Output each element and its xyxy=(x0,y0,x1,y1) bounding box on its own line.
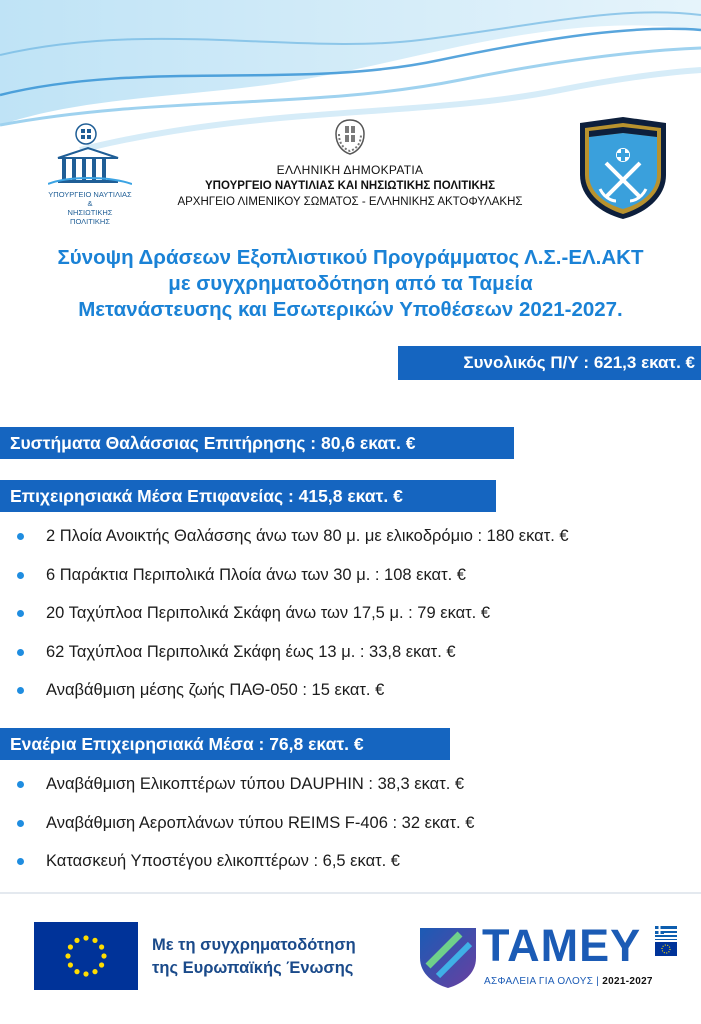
footer-divider xyxy=(0,892,701,894)
list-item xyxy=(0,594,701,633)
tamey-years: 2021-2027 xyxy=(602,976,653,987)
list-item-text: Αναβάθμιση μέσης ζωής ΠΑΘ-050 : 15 εκατ. € xyxy=(46,681,385,699)
list-item-text: Αναβάθμιση Αεροπλάνων τύπου REIMS F-406 : 32 εκατ. € xyxy=(46,813,475,832)
bullet-dot-icon xyxy=(17,572,24,579)
list-item-text: 2 Πλοία Ανοικτής Θαλάσσης άνω των 80 μ. με ελικοδρόμιο : 180 εκατ. € xyxy=(46,527,569,545)
greek-and-eu-flags-icon xyxy=(655,926,677,956)
bullet-dot-icon xyxy=(17,649,24,656)
list-item xyxy=(0,633,701,672)
list-item-text: Αναβάθμιση Ελικοπτέρων τύπου DAUPHIN : 38,3 εκατ. € xyxy=(46,775,465,793)
surface-assets-list xyxy=(0,517,701,710)
tamey-logo xyxy=(412,918,682,998)
list-item xyxy=(0,765,701,804)
list-item-text: Κατασκευή Υποστέγου ελικοπτέρων : 6,5 εκατ. € xyxy=(46,852,400,870)
greek-coat-of-arms-icon xyxy=(333,118,367,156)
bullet-dot-icon xyxy=(17,858,24,865)
ministry-logo xyxy=(48,118,132,226)
header-line-republic: ΕΛΛΗΝΙΚΗ ΔΗΜΟΚΡΑΤΙΑ xyxy=(276,163,424,177)
header-logos xyxy=(0,115,701,225)
list-item xyxy=(0,517,701,556)
bullet-dot-icon xyxy=(17,820,24,827)
list-item-text: 20 Ταχύπλοα Περιπολικά Σκάφη άνω των 17,5 μ. : 79 εκατ. € xyxy=(46,604,491,622)
eu-cofunding-text xyxy=(152,934,356,980)
coast-guard-anchor-shield-icon xyxy=(576,115,670,221)
coast-guard-badge xyxy=(576,115,670,226)
page-title xyxy=(0,245,701,323)
section-heading-air-assets: Εναέρια Επιχειρησιακά Μέσα : 76,8 εκατ. € xyxy=(0,728,450,760)
list-item-text: 62 Ταχύπλοα Περιπολικά Σκάφη έως 13 μ. : 33,8 εκατ. € xyxy=(46,642,456,661)
ministry-logo-caption-line2: & xyxy=(87,199,93,208)
list-item xyxy=(0,842,701,881)
bullet-dot-icon xyxy=(17,610,24,617)
hellenic-republic-heading xyxy=(130,118,570,210)
bullet-dot-icon xyxy=(17,533,24,540)
list-item xyxy=(0,556,701,595)
header-line-ministry: ΥΠΟΥΡΓΕΙΟ ΝΑΥΤΙΛΙΑΣ ΚΑΙ ΝΗΣΙΩΤΙΚΗΣ ΠΟΛΙΤΙΚΗΣ xyxy=(205,180,495,192)
section-heading-surface-assets: Επιχειρησιακά Μέσα Επιφανείας : 415,8 εκατ. € xyxy=(0,480,496,512)
air-assets-list xyxy=(0,765,701,881)
title-line-2: με συγχρηματοδότηση από τα Ταμεία xyxy=(168,272,533,295)
eu-cofunding-line2: της Ευρωπαϊκής Ένωσης xyxy=(152,959,354,977)
eu-stars-icon xyxy=(34,922,138,990)
tamey-slogan xyxy=(484,976,653,987)
eu-cofunding-line1: Με τη συγχρηματοδότηση xyxy=(152,936,356,954)
list-item-text: 6 Παράκτια Περιπολικά Πλοία άνω των 30 μ. : 108 εκατ. € xyxy=(46,565,466,584)
title-line-3: Μετανάστευσης και Εσωτερικών Υποθέσεων 2021-2027. xyxy=(78,298,623,321)
ministry-logo-caption-line1: ΥΠΟΥΡΓΕΙΟ ΝΑΥΤΙΛΙΑΣ xyxy=(48,190,132,199)
title-line-1: Σύνοψη Δράσεων Εξοπλιστικού Προγράμματος Λ.Σ.-ΕΛ.ΑΚΤ xyxy=(57,246,644,269)
bullet-dot-icon xyxy=(17,687,24,694)
eu-flag-icon xyxy=(34,922,138,990)
tamey-wordmark: TAMEY xyxy=(482,920,642,971)
tamey-slogan-text: ΑΣΦΑΛΕΙΑ ΓΙΑ ΟΛΟΥΣ | xyxy=(484,976,600,987)
list-item xyxy=(0,804,701,843)
tamey-shield-icon xyxy=(416,922,480,992)
header-line-coast-guard-hq: ΑΡΧΗΓΕΙΟ ΛΙΜΕΝΙΚΟΥ ΣΩΜΑΤΟΣ - ΕΛΛΗΝΙΚΗΣ ΑΚΤΟΦΥΛΑΚΗΣ xyxy=(177,196,523,208)
ministry-building-icon xyxy=(48,118,132,186)
ministry-logo-caption-line3: ΝΗΣΙΩΤΙΚΗΣ ΠΟΛΙΤΙΚΗΣ xyxy=(67,208,113,226)
section-heading-surveillance: Συστήματα Θαλάσσιας Επιτήρησης : 80,6 εκατ. € xyxy=(0,427,514,459)
total-budget-banner: Συνολικός Π/Υ : 621,3 εκατ. € xyxy=(398,346,701,380)
bullet-dot-icon xyxy=(17,781,24,788)
list-item xyxy=(0,671,701,710)
